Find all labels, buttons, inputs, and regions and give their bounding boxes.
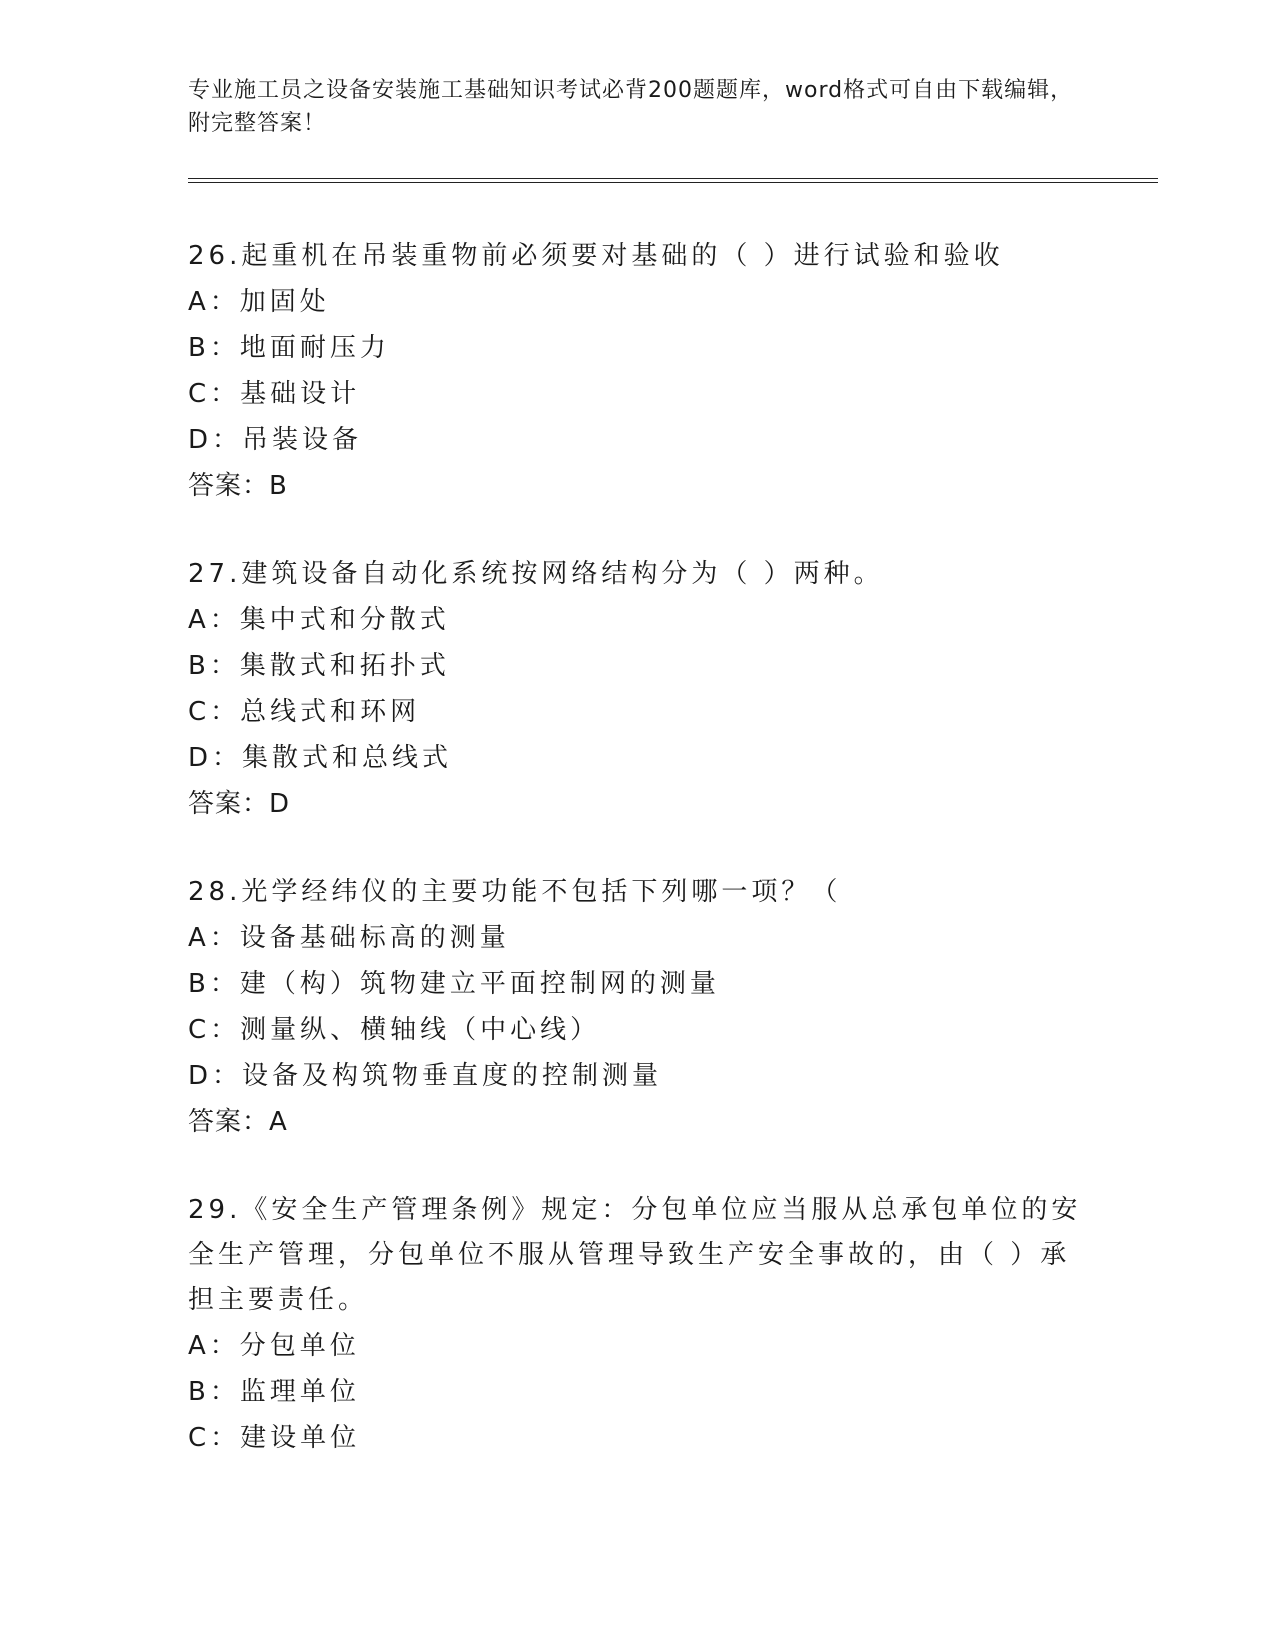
option-b: B：建（构）筑物建立平面控制网的测量 [188, 969, 720, 999]
option-c: C：基础设计 [188, 379, 361, 409]
answer: 答案：D [188, 789, 291, 819]
option-c: C：建设单位 [188, 1423, 361, 1453]
question-stem: 26.起重机在吊装重物前必须要对基础的（ ）进行试验和验收 [188, 241, 1004, 271]
option-a: A：集中式和分散式 [188, 605, 450, 635]
question-stem: 28.光学经纬仪的主要功能不包括下列哪一项？（ [188, 877, 842, 907]
question-stem: 27.建筑设备自动化系统按网络结构分为（ ）两种。 [188, 559, 884, 589]
question-26 [188, 234, 1088, 509]
question-28 [188, 870, 1088, 1145]
option-b: B：地面耐压力 [188, 333, 390, 363]
option-d: D：吊装设备 [188, 425, 363, 455]
option-c: C：总线式和环网 [188, 697, 421, 727]
option-a: A：加固处 [188, 287, 330, 317]
option-d: D：设备及构筑物垂直度的控制测量 [188, 1061, 663, 1091]
question-27 [188, 552, 1088, 827]
document-title: 专业施工员之设备安装施工基础知识考试必背200题题库，word格式可自由下载编辑，附完整答案！ [188, 78, 1074, 136]
header-divider [188, 178, 1158, 183]
option-d: D：集散式和总线式 [188, 743, 453, 773]
answer: 答案：A [188, 1107, 288, 1137]
question-stem: 29.《安全生产管理条例》规定：分包单位应当服从总承包单位的安全生产管理，分包单位不服从管理导致生产安全事故的，由（ ）承担主要责任。 [188, 1195, 1082, 1315]
option-a: A：分包单位 [188, 1331, 360, 1361]
question-list [188, 234, 1088, 1461]
question-29 [188, 1188, 1088, 1461]
answer: 答案：B [188, 471, 288, 501]
option-a: A：设备基础标高的测量 [188, 923, 510, 953]
option-c: C：测量纵、横轴线（中心线） [188, 1015, 601, 1045]
option-b: B：监理单位 [188, 1377, 360, 1407]
option-b: B：集散式和拓扑式 [188, 651, 450, 681]
